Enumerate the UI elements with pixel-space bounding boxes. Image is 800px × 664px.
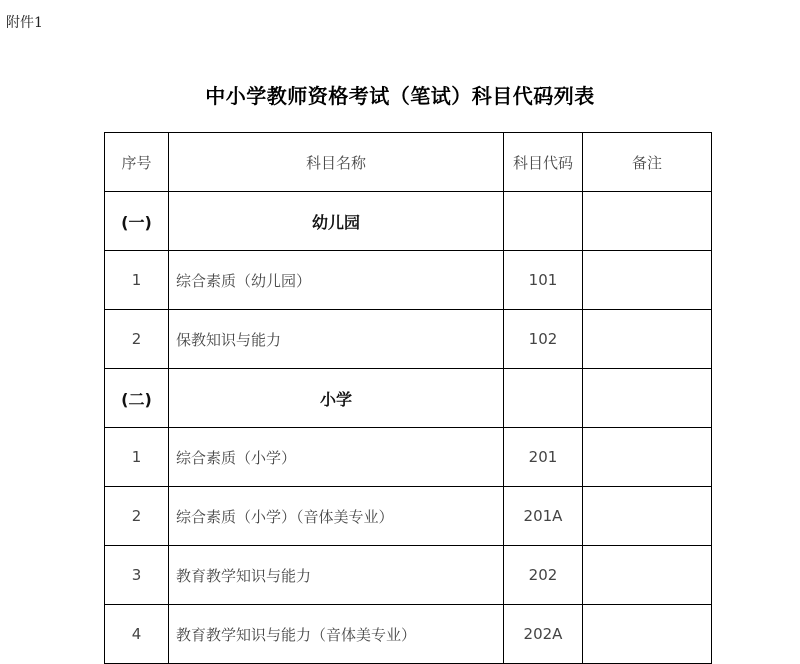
row-index: 4	[105, 605, 169, 664]
table-row	[105, 605, 712, 664]
table-row	[105, 310, 712, 369]
row-subject-code	[504, 192, 583, 251]
header-subject-code: 科目代码	[504, 133, 583, 192]
table-row	[105, 487, 712, 546]
row-remark	[583, 369, 712, 428]
table-row	[105, 369, 712, 428]
row-index: 1	[105, 428, 169, 487]
subject-code-table	[104, 132, 712, 664]
row-subject-name: 保教知识与能力	[169, 310, 504, 369]
row-subject-name: 教育教学知识与能力	[169, 546, 504, 605]
row-remark	[583, 487, 712, 546]
row-remark	[583, 251, 712, 310]
row-subject-code: 202	[504, 546, 583, 605]
row-index: (一)	[105, 192, 169, 251]
table-row	[105, 428, 712, 487]
row-index: 2	[105, 487, 169, 546]
table-row	[105, 192, 712, 251]
row-subject-code: 202A	[504, 605, 583, 664]
row-subject-name: 幼儿园	[169, 192, 504, 251]
table-row	[105, 251, 712, 310]
row-index: 3	[105, 546, 169, 605]
row-remark	[583, 605, 712, 664]
table-header-row	[105, 133, 712, 192]
row-remark	[583, 428, 712, 487]
row-subject-code: 102	[504, 310, 583, 369]
header-remark: 备注	[583, 133, 712, 192]
row-remark	[583, 192, 712, 251]
header-index: 序号	[105, 133, 169, 192]
row-subject-code: 201	[504, 428, 583, 487]
row-subject-name: 综合素质（小学）	[169, 428, 504, 487]
row-subject-name: 教育教学知识与能力（音体美专业）	[169, 605, 504, 664]
header-subject-name: 科目名称	[169, 133, 504, 192]
row-index: (二)	[105, 369, 169, 428]
row-subject-code: 101	[504, 251, 583, 310]
row-subject-name: 综合素质（幼儿园）	[169, 251, 504, 310]
row-subject-name: 综合素质（小学）（音体美专业）	[169, 487, 504, 546]
row-remark	[583, 310, 712, 369]
row-subject-code: 201A	[504, 487, 583, 546]
row-subject-code	[504, 369, 583, 428]
table-row	[105, 546, 712, 605]
row-remark	[583, 546, 712, 605]
row-index: 2	[105, 310, 169, 369]
attachment-label: 附件1	[6, 15, 43, 31]
page-title: 中小学教师资格考试（笔试）科目代码列表	[205, 84, 595, 108]
row-subject-name: 小学	[169, 369, 504, 428]
row-index: 1	[105, 251, 169, 310]
